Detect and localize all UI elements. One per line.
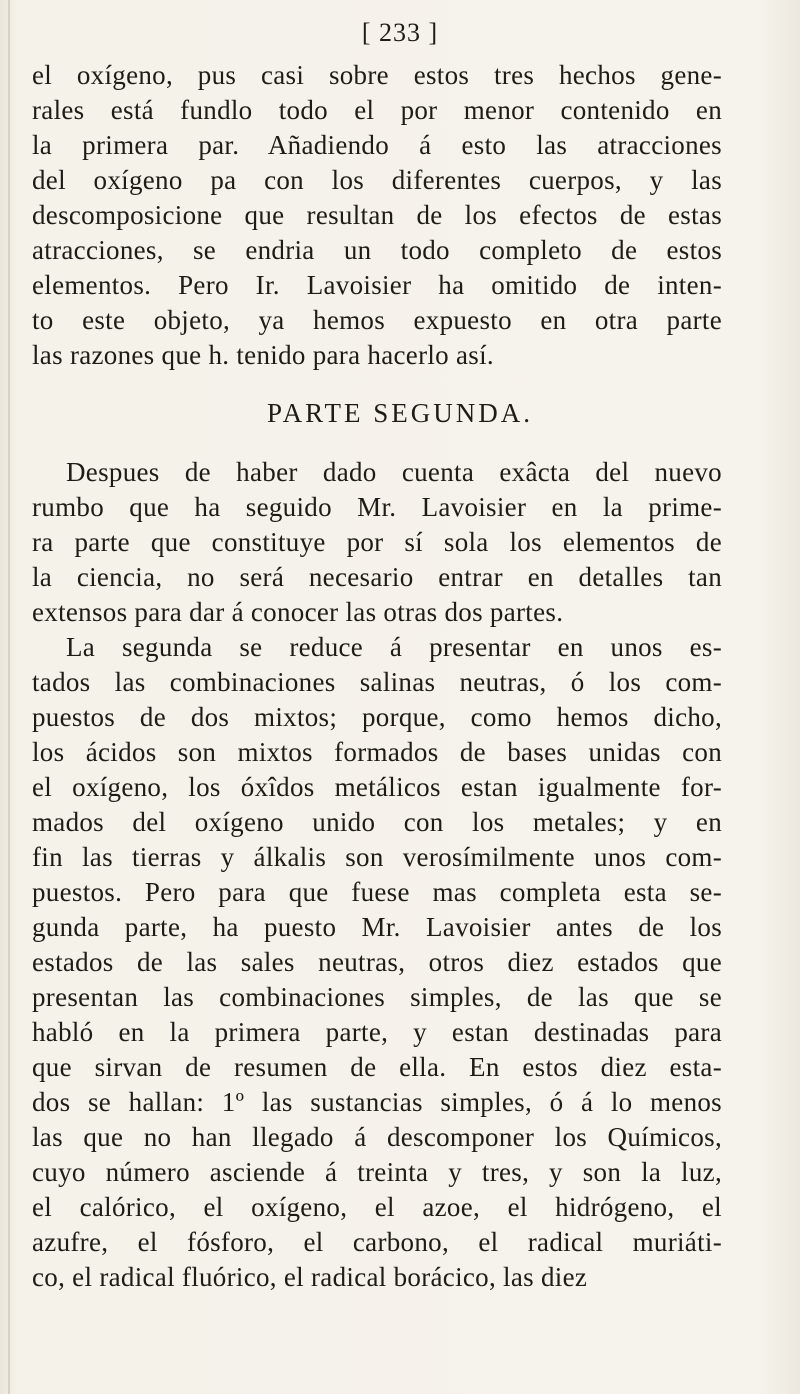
text-line: azufre, el fósforo, el carbono, el radical muriáti- — [32, 1227, 722, 1257]
text-line: cuyo número asciende á treinta y tres, y son la luz, — [32, 1157, 722, 1187]
text-line: tados las combinaciones salinas neutras, ó los com- — [32, 667, 722, 697]
text-line: dos se hallan: 1º las sustancias simples, ó á lo menos — [32, 1087, 722, 1117]
text-line: rales está fundlo todo el por menor contenido en — [32, 95, 722, 125]
text-line: habló en la primera parte, y estan destinadas para — [32, 1017, 722, 1047]
text-line: las razones que h. tenido para hacerlo así. — [32, 340, 494, 370]
text-line: fin las tierras y álkalis son verosímilmente unos com- — [32, 842, 722, 872]
text-line: gunda parte, ha puesto Mr. Lavoisier antes de los — [32, 912, 722, 942]
text-line: Despues de haber dado cuenta exâcta del nuevo — [66, 457, 722, 487]
text-line: descomposicione que resultan de los efectos de estas — [32, 200, 722, 230]
paragraph-2 — [32, 455, 722, 1295]
text-line: rumbo que ha seguido Mr. Lavoisier en la prime- — [32, 492, 722, 522]
text-line: presentan las combinaciones simples, de las que se — [32, 982, 722, 1012]
text-line: puestos de dos mixtos; porque, como hemos dicho, — [32, 702, 722, 732]
text-line: extensos para dar á conocer las otras dos partes. — [32, 597, 564, 627]
section-heading: PARTE SEGUNDA. — [267, 398, 533, 428]
page-gutter-edge — [8, 0, 10, 1394]
text-line: to este objeto, ya hemos expuesto en otra parte — [32, 305, 722, 335]
text-line: los ácidos son mixtos formados de bases unidas con — [32, 737, 722, 767]
text-line: que sirvan de resumen de ella. En estos diez esta- — [32, 1052, 722, 1082]
text-line: el oxígeno, los óxîdos metálicos estan igualmente for- — [32, 772, 722, 802]
text-line: la primera par. Añadiendo á esto las atracciones — [32, 130, 722, 160]
text-line: las que no han llegado á descomponer los Químicos, — [32, 1122, 722, 1152]
text-line: estados de las sales neutras, otros diez estados que — [32, 947, 722, 977]
text-line: la ciencia, no será necesario entrar en detalles tan — [32, 562, 722, 592]
text-line: La segunda se reduce á presentar en unos es- — [66, 632, 722, 662]
text-line: el calórico, el oxígeno, el azoe, el hidrógeno, el — [32, 1192, 722, 1222]
text-line: co, el radical fluórico, el radical borácico, las diez — [32, 1262, 588, 1292]
text-line: mados del oxígeno unido con los metales; y en — [32, 807, 722, 837]
text-line: ra parte que constituye por sí sola los elementos de — [32, 527, 722, 557]
text-line: puestos. Pero para que fuese mas completa esta se- — [32, 877, 722, 907]
text-line: elementos. Pero Ir. Lavoisier ha omitido de inten- — [32, 270, 722, 300]
text-line: atracciones, se endria un todo completo de estos — [32, 235, 722, 265]
page-number-header: [ 233 ] — [361, 18, 439, 47]
text-line: el oxígeno, pus casi sobre estos tres hechos gene- — [32, 60, 722, 90]
text-line: del oxígeno pa con los diferentes cuerpos, y las — [32, 165, 722, 195]
paragraph-1 — [32, 58, 722, 373]
